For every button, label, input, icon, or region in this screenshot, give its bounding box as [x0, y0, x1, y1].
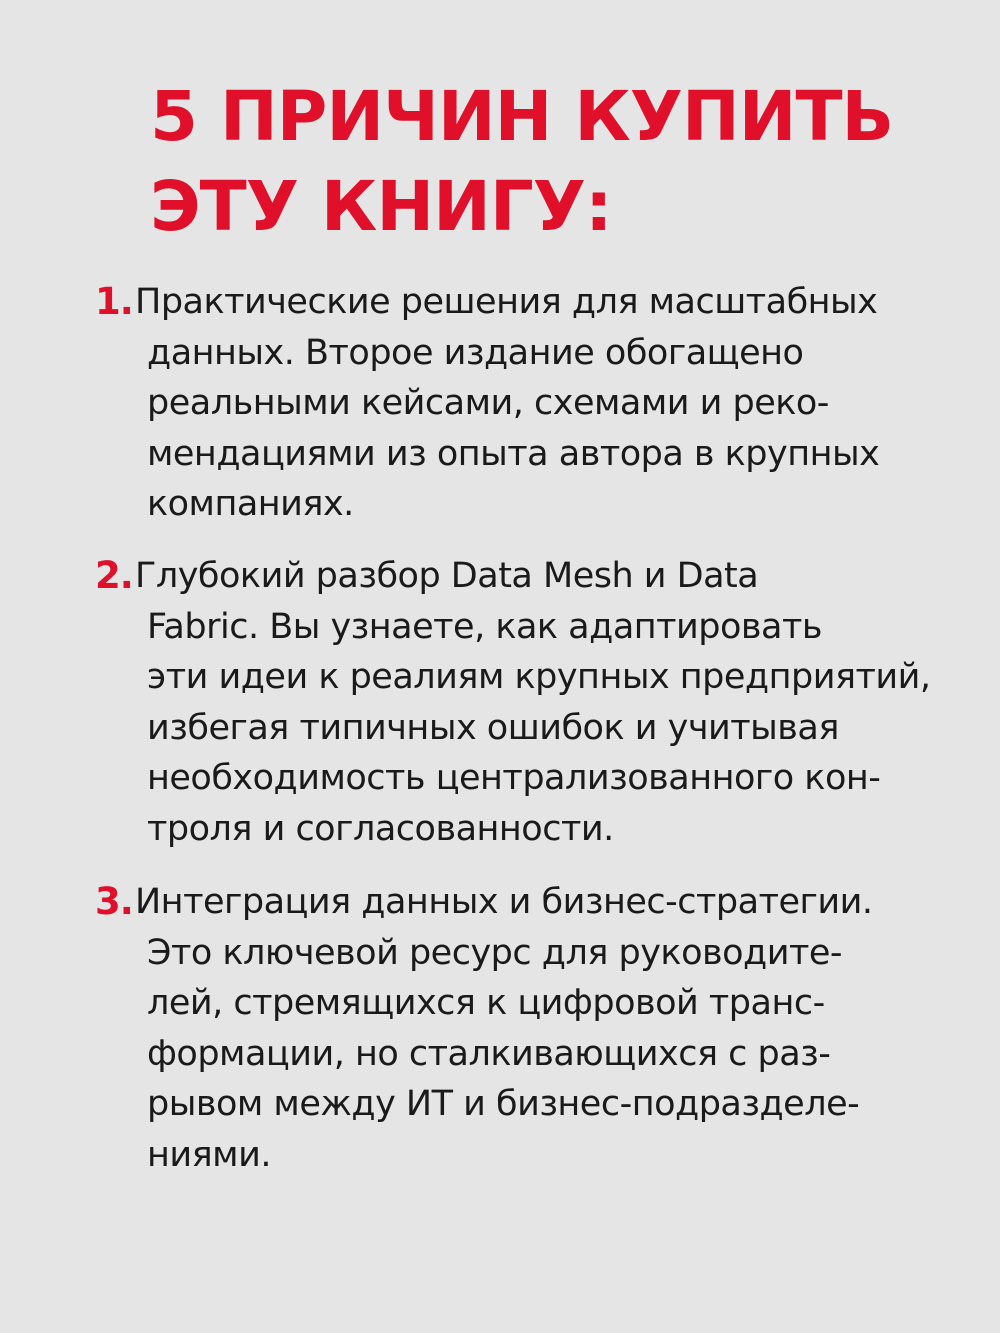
reason-text-line: формации, но сталкивающихся с раз-: [147, 1033, 831, 1074]
title-line-2: ЭТУ КНИГУ:: [150, 167, 612, 247]
page-title: [150, 72, 950, 252]
reason-item-1: [95, 277, 955, 530]
reason-text-line: лей, стремящихся к цифровой транс-: [147, 983, 825, 1023]
reason-text-line: эти идеи к реалиям крупных предприятий,: [147, 657, 931, 697]
reason-text-line: избегая типичных ошибок и учитывая: [147, 707, 839, 748]
reason-text-line: необходимость централизованного кон-: [147, 758, 881, 798]
reason-number: 2.: [95, 554, 133, 597]
reason-text-line: троля и согласованности.: [147, 808, 614, 849]
reason-text-line: Глубокий разбор Data Mesh и Data: [135, 556, 759, 596]
reason-text-line: рывом между ИТ и бизнес-подразделе-: [147, 1084, 860, 1124]
reason-text-line: данных. Второе издание обогащено: [147, 332, 804, 373]
reason-text-line: компаниях.: [147, 484, 354, 524]
reason-number: 3.: [95, 880, 133, 923]
reason-text-line: мендациями из опыта автора в крупных: [147, 433, 880, 474]
reason-text-line: Это ключевой ресурс для руководите-: [147, 932, 843, 973]
reason-text-line: реальными кейсами, схемами и реко-: [147, 383, 829, 423]
reason-item-2: [95, 551, 955, 854]
reason-text-line: Fabric. Вы узнаете, как адаптировать: [147, 606, 823, 647]
reason-text-line: Практические решения для масштабных: [135, 282, 878, 322]
reason-number: 1.: [95, 280, 133, 323]
title-line-1: 5 ПРИЧИН КУПИТЬ: [150, 77, 894, 157]
reason-text-line: ниями.: [147, 1134, 271, 1175]
reason-text-line: Интеграция данных и бизнес-стратегии.: [135, 882, 873, 922]
reason-item-3: [95, 877, 955, 1180]
